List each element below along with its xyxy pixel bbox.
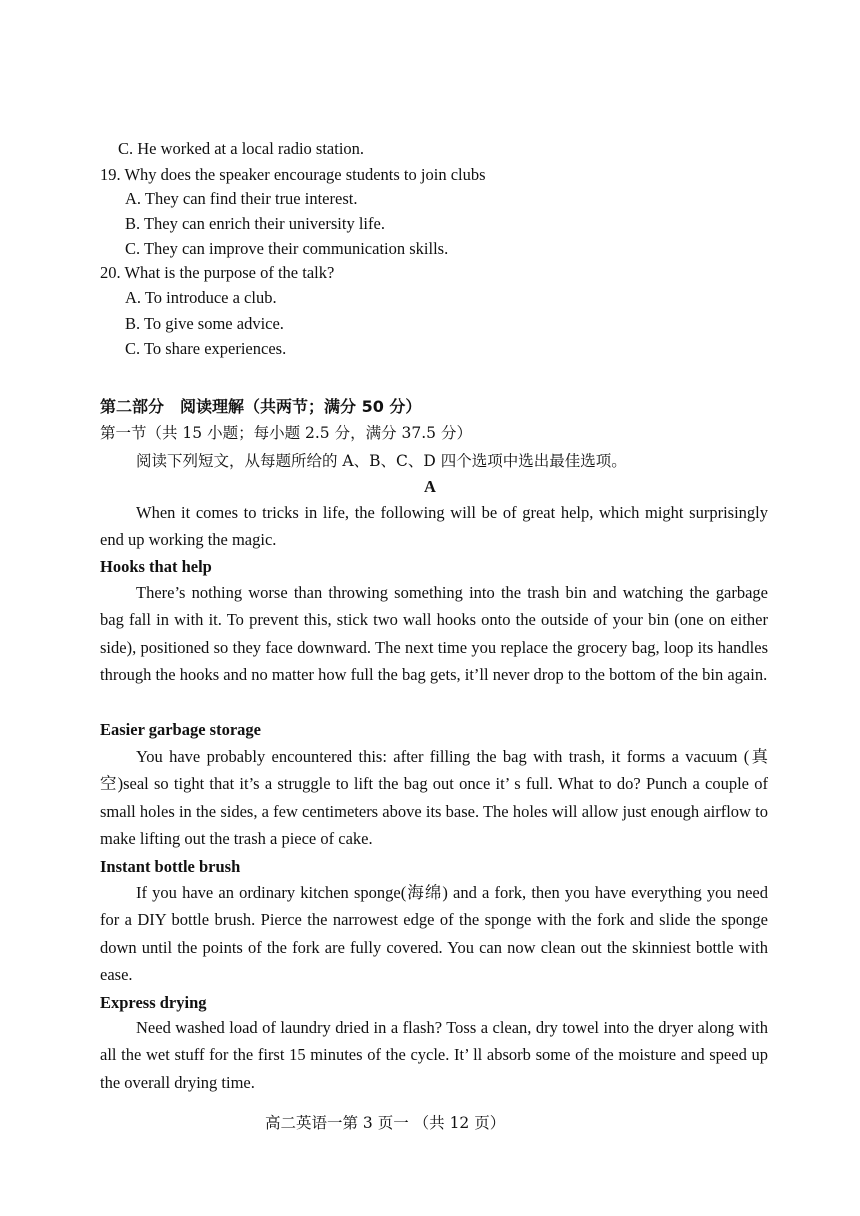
- q20-question: 20. What is the purpose of the talk?: [100, 263, 335, 282]
- section-body-storage-text: You have probably encountered this: after filling the bag with trash, it forms a vacuum (真空)seal so tight that it’s a struggle to lift the bag out once it’ s full. What to do? Punch a couple of small holes in the sides, a few centimeters above its base. The holes will allow just enough airflow to make lifting out the trash a piece of cake.: [100, 747, 768, 848]
- part2-title: 第二部分 阅读理解（共两节；满分 50 分）: [100, 397, 422, 416]
- section-body-storage: [100, 743, 768, 852]
- q20-option-b: B. To give some advice.: [125, 314, 284, 333]
- section-heading-storage: Easier garbage storage: [100, 720, 261, 739]
- section-heading-brush: Instant bottle brush: [100, 857, 241, 876]
- q19-option-a: A. They can find their true interest.: [125, 189, 358, 208]
- q19-option-c: C. They can improve their communication skills.: [125, 239, 449, 258]
- passage-intro-text: When it comes to tricks in life, the following will be of great help, which might surprisingly end up working the magic.: [100, 503, 768, 550]
- part2-instruction: 阅读下列短文，从每题所给的 A、B、C、D 四个选项中选出最佳选项。: [136, 452, 627, 470]
- section-body-drying: [100, 1014, 768, 1096]
- part2-section1: 第一节（共 15 小题；每小题 2.5 分，满分 37.5 分）: [100, 424, 472, 442]
- section-body-hooks-text: There’s nothing worse than throwing something into the trash bin and watching the garbage bag fall in with it. To prevent this, stick two wall hooks onto the outside of your bin (one on either side), positioned so they face downward. The next time you replace the grocery bag, loop its handles through the hooks and no matter how full the bag gets, it’ll never drop to the bottom of the bin again.: [100, 583, 768, 684]
- q19-question: 19. Why does the speaker encourage students to join clubs: [100, 165, 486, 184]
- section-heading-hooks: Hooks that help: [100, 557, 212, 576]
- section-body-brush: [100, 879, 768, 988]
- q18-option-c: C. He worked at a local radio station.: [118, 139, 365, 158]
- section-heading-drying: Express drying: [100, 993, 207, 1012]
- section-body-hooks: [100, 579, 768, 688]
- section-body-brush-text: If you have an ordinary kitchen sponge(海绵) and a fork, then you have everything you need for a DIY bottle brush. Pierce the narrowest edge of the sponge with the fork and slide the sponge down until the points of the fork are fully covered. You can now clean out the skinniest bottle with ease.: [100, 883, 768, 984]
- page-footer: 高二英语一第 3 页一 （共 12 页）: [265, 1114, 506, 1132]
- q20-option-c: C. To share experiences.: [125, 339, 287, 358]
- passage-intro: [100, 499, 768, 554]
- q19-option-b: B. They can enrich their university life.: [125, 214, 385, 233]
- section-body-drying-text: Need washed load of laundry dried in a flash? Toss a clean, dry towel into the dryer along with all the wet stuff for the first 15 minutes of the cycle. It’ ll absorb some of the moisture and speed up the overall drying time.: [100, 1018, 768, 1092]
- passage-label: A: [424, 477, 436, 496]
- q20-option-a: A. To introduce a club.: [125, 288, 277, 307]
